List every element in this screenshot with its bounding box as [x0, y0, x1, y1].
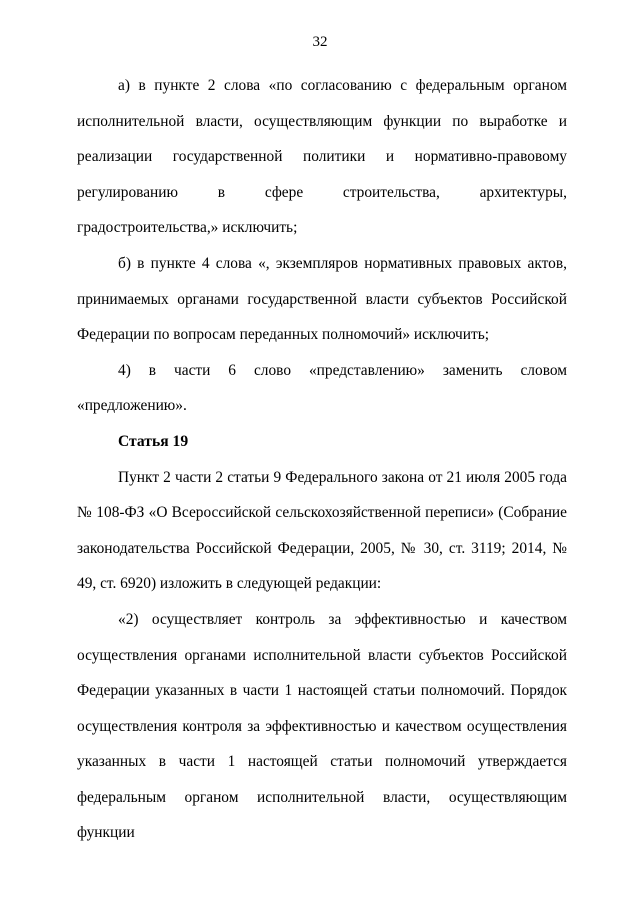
paragraph-amendment-a: а) в пункте 2 слова «по согласованию с федеральным органом исполнительной власти, осуществляющим функции по выработке и реализации государственной политики и нормативно-правовому регулированию в сфере строительства, архитектуры, градостроительства,» исключить; [77, 77, 567, 237]
paragraph-article-19-intro: Пункт 2 части 2 статьи 9 Федерального закона от 21 июля 2005 года № 108-ФЗ «О Всероссийской сельскохозяйственной переписи» (Собрание законодательства Российской Федерации, 2005, № 30, ст. 3119; 2014, № 49, ст. 6920) изложить в следующей редакции: [77, 468, 567, 593]
paragraph-article-19-text: «2) осуществляет контроль за эффективностью и качеством осуществления органами исполнительной власти субъектов Российской Федерации указанных в части 1 настоящей статьи полномочий. Порядок осуществления контроля за эффективностью и качеством осуществления указанных в части 1 настоящей статьи полномочий утверждается федеральным органом исполнительной власти, осуществляющим функции [77, 610, 567, 842]
paragraph-amendment-4: 4) в части 6 слово «представлению» заменить словом «предложению». [77, 361, 567, 415]
article-heading: Статья 19 [118, 432, 189, 450]
paragraph-amendment-b: б) в пункте 4 слова «, экземпляров нормативных правовых актов, принимаемых органами государственной власти субъектов Российской Федерации по вопросам переданных полномочий» исключить; [77, 254, 567, 344]
page-number: 32 [312, 34, 328, 50]
document-body [77, 68, 567, 851]
